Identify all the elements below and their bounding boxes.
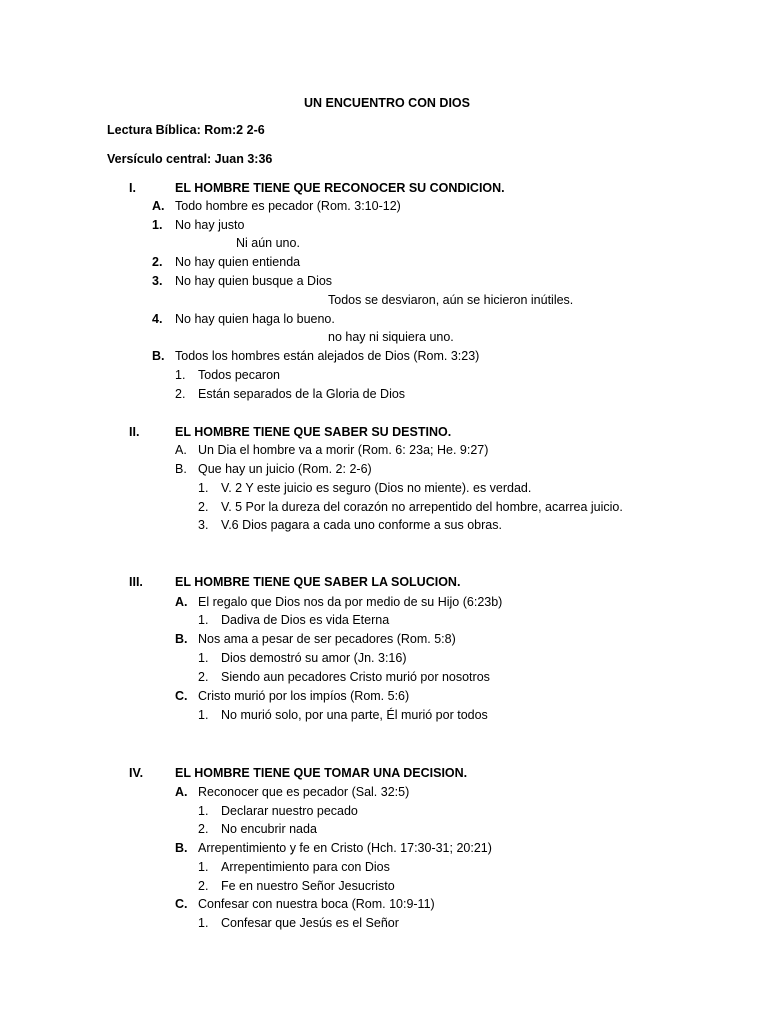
section-3-b-2-text: Siendo aun pecadores Cristo murió por nosotros xyxy=(221,670,490,684)
section-2-b-text: Que hay un juicio (Rom. 2: 2-6) xyxy=(198,462,372,476)
section-1-b-2-text: Están separados de la Gloria de Dios xyxy=(198,387,406,401)
section-1-item-2-text: No hay quien entienda xyxy=(175,255,301,269)
section-3-c-marker: C. xyxy=(175,689,188,703)
section-1-a-marker: A. xyxy=(152,199,165,213)
section-3-b-1-text: Dios demostró su amor (Jn. 3:16) xyxy=(221,651,407,665)
lectura-biblica: Lectura Bíblica: Rom:2 2-6 xyxy=(107,123,265,137)
section-1-item-4-marker: 4. xyxy=(152,312,163,326)
section-4-c-marker: C. xyxy=(175,897,188,911)
versiculo-central: Versículo central: Juan 3:36 xyxy=(107,152,273,166)
section-3-a-marker: A. xyxy=(175,595,188,609)
section-4-heading: EL HOMBRE TIENE QUE TOMAR UNA DECISION. xyxy=(175,766,468,780)
section-4-a-2-text: No encubrir nada xyxy=(221,822,317,836)
section-4-a-text: Reconocer que es pecador (Sal. 32:5) xyxy=(198,785,410,799)
section-1-b-text: Todos los hombres están alejados de Dios (Rom. 3:23) xyxy=(175,349,480,363)
section-1-item-1-text: No hay justo xyxy=(175,218,245,232)
section-1-a-text: Todo hombre es pecador (Rom. 3:10-12) xyxy=(175,199,401,213)
section-4-b-1-marker: 1. xyxy=(198,860,209,874)
section-4-b-text: Arrepentimiento y fe en Cristo (Hch. 17:30-31; 20:21) xyxy=(198,841,492,855)
section-3-b-marker: B. xyxy=(175,632,188,646)
section-1-item-2-marker: 2. xyxy=(152,255,163,269)
section-4-b-2-marker: 2. xyxy=(198,879,209,893)
section-1-item-3-marker: 3. xyxy=(152,274,163,288)
section-1-item-4-text: No hay quien haga lo bueno. xyxy=(175,312,335,326)
section-4-number: IV. xyxy=(129,766,144,780)
section-1-b-1-marker: 1. xyxy=(175,368,186,382)
section-1-b-2-marker: 2. xyxy=(175,387,186,401)
section-3-number: III. xyxy=(129,575,143,589)
section-3-a-1-text: Dadiva de Dios es vida Eterna xyxy=(221,613,390,627)
section-4-c-text: Confesar con nuestra boca (Rom. 10:9-11) xyxy=(198,897,435,911)
section-1-b-marker: B. xyxy=(152,349,165,363)
section-2-a-text: Un Dia el hombre va a morir (Rom. 6: 23a; He. 9:27) xyxy=(198,443,489,457)
section-3-heading: EL HOMBRE TIENE QUE SABER LA SOLUCION. xyxy=(175,575,461,589)
section-1-number: I. xyxy=(129,181,136,195)
section-2-b-1-marker: 1. xyxy=(198,481,209,495)
section-2-b-2-text: V. 5 Por la dureza del corazón no arrepentido del hombre, acarrea juicio. xyxy=(221,500,623,514)
section-1-item-1-marker: 1. xyxy=(152,218,163,232)
section-4-a-2-marker: 2. xyxy=(198,822,209,836)
section-2-b-2-marker: 2. xyxy=(198,500,209,514)
section-2-number: II. xyxy=(129,425,140,439)
section-4-b-marker: B. xyxy=(175,841,188,855)
section-3-c-1-text: No murió solo, por una parte, Él murió por todos xyxy=(221,708,488,722)
section-1-item-3-subtext: Todos se desviaron, aún se hicieron inútiles. xyxy=(328,293,574,307)
section-4-b-1-text: Arrepentimiento para con Dios xyxy=(221,860,390,874)
section-2-heading: EL HOMBRE TIENE QUE SABER SU DESTINO. xyxy=(175,425,452,439)
section-4-a-1-text: Declarar nuestro pecado xyxy=(221,804,358,818)
section-3-c-1-marker: 1. xyxy=(198,708,209,722)
section-2-b-3-text: V.6 Dios pagara a cada uno conforme a sus obras. xyxy=(221,518,502,532)
section-4-b-2-text: Fe en nuestro Señor Jesucristo xyxy=(221,879,395,893)
section-2-b-marker: B. xyxy=(175,462,187,476)
section-1-item-4-subtext: no hay ni siquiera uno. xyxy=(328,330,454,344)
section-4-c-1-text: Confesar que Jesús es el Señor xyxy=(221,916,399,930)
section-4-a-1-marker: 1. xyxy=(198,804,209,818)
section-2-a-marker: A. xyxy=(175,443,187,457)
section-3-b-2-marker: 2. xyxy=(198,670,209,684)
section-2-b-1-text: V. 2 Y este juicio es seguro (Dios no miente). es verdad. xyxy=(221,481,532,495)
section-2-b-3-marker: 3. xyxy=(198,518,209,532)
section-3-b-1-marker: 1. xyxy=(198,651,209,665)
section-3-b-text: Nos ama a pesar de ser pecadores (Rom. 5:8) xyxy=(198,632,456,646)
section-1-b-1-text: Todos pecaron xyxy=(198,368,281,382)
section-1-item-3-text: No hay quien busque a Dios xyxy=(175,274,333,288)
section-3-a-text: El regalo que Dios nos da por medio de su Hijo (6:23b) xyxy=(198,595,503,609)
section-3-a-1-marker: 1. xyxy=(198,613,209,627)
section-3-c-text: Cristo murió por los impíos (Rom. 5:6) xyxy=(198,689,410,703)
section-1-item-1-subtext: Ni aún uno. xyxy=(236,236,300,250)
section-1-heading: EL HOMBRE TIENE QUE RECONOCER SU CONDICION. xyxy=(175,181,505,195)
document-title: UN ENCUENTRO CON DIOS xyxy=(304,96,470,110)
section-4-a-marker: A. xyxy=(175,785,188,799)
section-4-c-1-marker: 1. xyxy=(198,916,209,930)
